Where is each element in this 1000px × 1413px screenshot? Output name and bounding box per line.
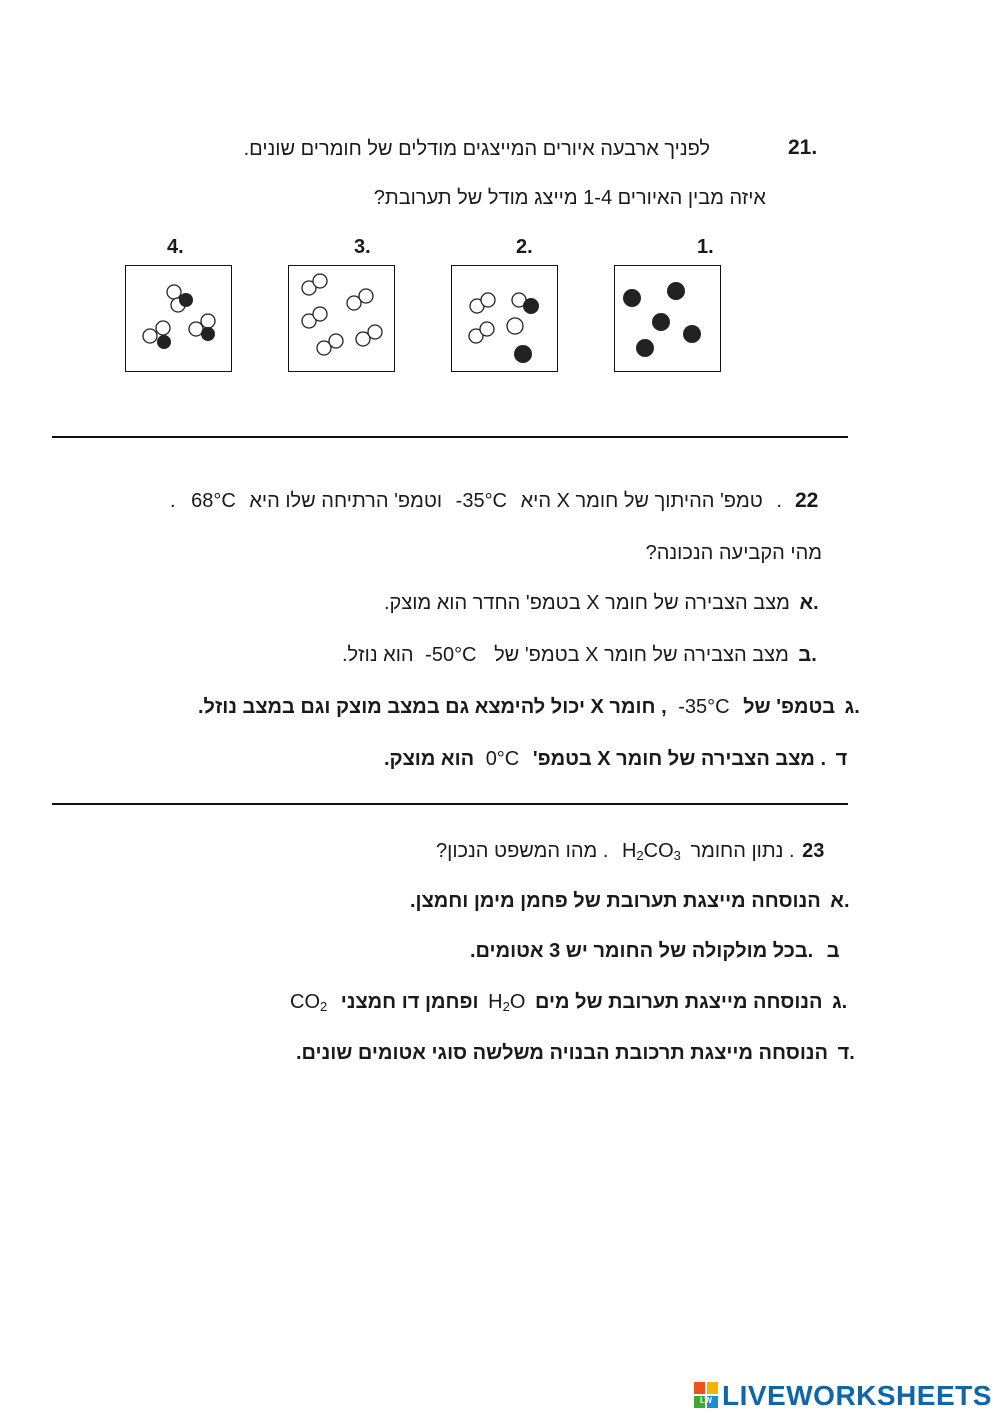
- particle-model-3: [289, 266, 396, 373]
- q23-stem-a: . נתון החומר: [690, 840, 795, 862]
- q23-number: 23: [802, 840, 825, 862]
- option-letter: ב.: [798, 644, 817, 666]
- figure-label-3: 3.: [354, 236, 371, 258]
- q22-option-d: [384, 747, 847, 771]
- svg-text:LW: LW: [700, 1396, 712, 1405]
- q23-option-a: [410, 889, 850, 913]
- q21-intro: לפניך ארבעה איורים המייצגים מודלים של חומרים שונים.: [243, 138, 710, 160]
- option-temp: -35°C: [678, 696, 730, 718]
- figure-box-1: [614, 265, 721, 372]
- q23-option-d: [296, 1041, 855, 1065]
- option-text-b: , חומר X יכול להימצא גם במצב מוצק וגם במצב נוזל.: [198, 696, 667, 718]
- divider-2: [52, 803, 848, 805]
- option-text: הנוסחה מייצגת תערובת של פחמן מימן וחמצן.: [410, 890, 821, 912]
- option-text: מצב הצבירה של חומר X בטמפ' החדר הוא מוצק.: [384, 592, 790, 614]
- q23-stem-b: . מהו המשפט הנכון?: [436, 840, 609, 862]
- option-text-b: הוא מוצק.: [384, 748, 475, 770]
- q22-option-a: [384, 591, 819, 615]
- option-text-a: מצב הצבירה של חומר X בטמפ' של: [494, 644, 789, 666]
- option-text-a: . מצב הצבירה של חומר X בטמפ': [532, 748, 827, 770]
- option-text: .בכל מולקולה של החומר יש 3 אטומים.: [470, 940, 814, 962]
- option-letter: ד.: [837, 1042, 855, 1064]
- logo-text: LIVEWORKSHEETS: [722, 1380, 992, 1411]
- q22-option-b: [342, 643, 817, 667]
- q22-option-c: [198, 695, 860, 719]
- logo-badge-icon: [694, 1382, 718, 1408]
- option-letter: א.: [830, 890, 850, 912]
- q22-question: מהי הקביעה הנכונה?: [645, 542, 822, 564]
- option-letter: ג.: [844, 696, 860, 718]
- q22-stem-b: וטמפ' הרתיחה שלו היא: [249, 490, 443, 512]
- option-temp: 0°C: [485, 748, 520, 770]
- option-letter: ג.: [832, 991, 848, 1013]
- q22-number: 22: [795, 489, 819, 512]
- q22-melt-temp: -35°C: [455, 490, 508, 512]
- figure-box-2: [451, 265, 558, 372]
- particle-model-4: [126, 266, 233, 373]
- figure-box-4: [125, 265, 232, 372]
- figure-label-1: 1.: [697, 236, 714, 258]
- q23-stem: [436, 839, 824, 868]
- q23-option-c: [290, 990, 847, 1019]
- option-co2: $CO_2$: [290, 991, 328, 1014]
- q23-formula: $H_2CO_3$: [621, 840, 681, 863]
- q21-number: 21.: [788, 136, 818, 159]
- option-text-b: ופחמן דו חמצני: [340, 991, 479, 1013]
- option-text-a: הנוסחה מייצגת תערובת של מים: [534, 991, 823, 1013]
- q22-stem-a: טמפ' ההיתוך של חומר X היא: [520, 490, 763, 512]
- figure-label-2: 2.: [516, 236, 533, 258]
- option-h2o: $H_2O$: [488, 991, 526, 1014]
- figure-label-4: 4.: [167, 236, 184, 258]
- q23-option-b: [470, 939, 840, 963]
- particle-model-2: [452, 266, 559, 373]
- q22-boil-temp: 68°C: [191, 490, 236, 512]
- q21-question: איזה מבין האיורים 1-4 מייצג מודל של תערובת?: [373, 187, 766, 209]
- option-text: הנוסחה מייצגת תרכובת הבנויה משלשה סוגי אטומים שונים.: [296, 1042, 828, 1064]
- option-temp: -50°C: [425, 644, 477, 666]
- option-text-b: הוא נוזל.: [342, 644, 414, 666]
- figure-box-3: [288, 265, 395, 372]
- option-letter: ב: [826, 940, 840, 962]
- q22-stem: . 68°C וטמפ' הרתיחה שלו היא -35°C טמפ' ההיתוך של חומר X היא .: [170, 490, 782, 512]
- option-text-a: בטמפ' של: [743, 696, 836, 718]
- divider-1: [52, 436, 848, 438]
- option-letter: ד: [835, 748, 848, 770]
- particle-model-1: [615, 266, 722, 373]
- option-letter: א.: [799, 592, 819, 614]
